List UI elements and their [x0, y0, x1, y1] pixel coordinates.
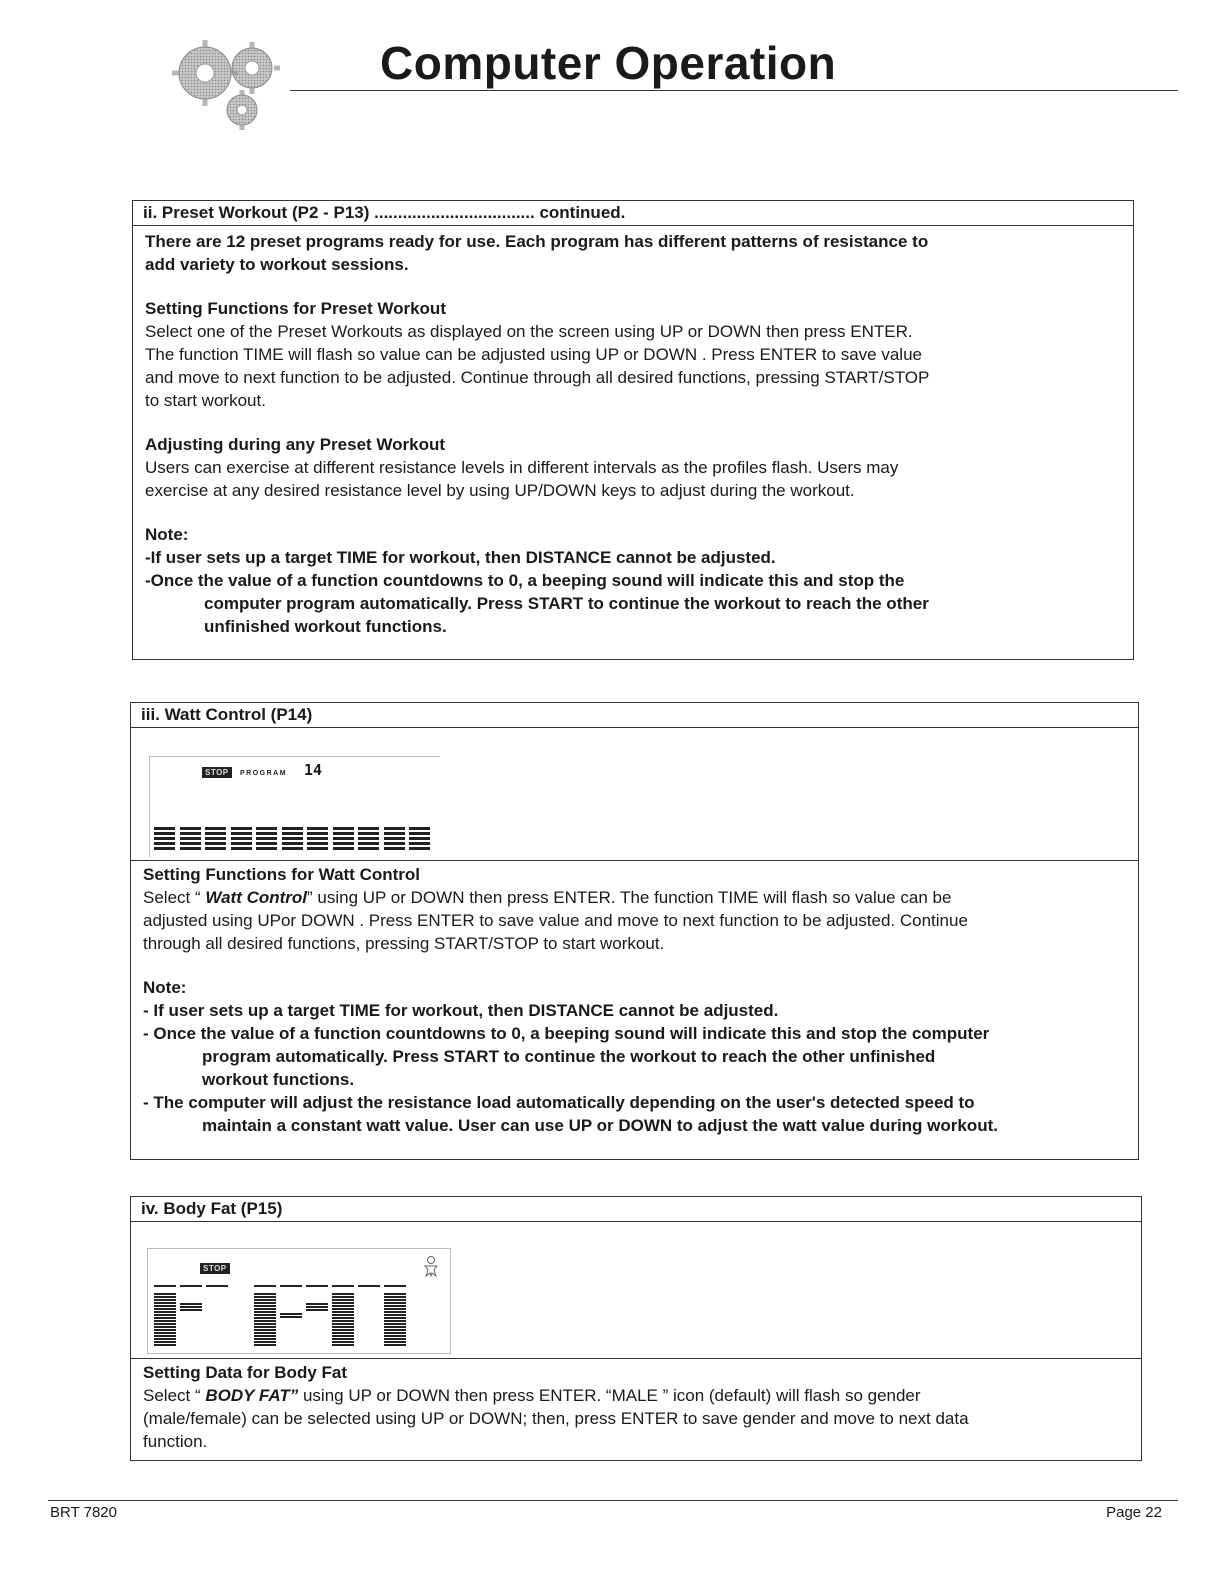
note-item-cont: unfinished workout functions. — [204, 617, 447, 636]
lcd-display — [149, 756, 440, 857]
lcd-bar-column — [231, 827, 252, 852]
note-item: -Once the value of a function countdowns to 0, a beeping sound will indicate this and stop the — [145, 571, 905, 590]
stop-badge: STOP — [202, 767, 232, 778]
subsection-title: Adjusting during any Preset Workout — [145, 435, 446, 454]
lcd-segment — [180, 1303, 202, 1311]
lcd-segment — [180, 1285, 202, 1287]
lcd-segment — [384, 1293, 406, 1346]
note-item-cont: program automatically. Press START to continue the workout to reach the other unfinished — [202, 1047, 936, 1066]
note-item: - Once the value of a function countdowns to 0, a beeping sound will indicate this and stop the computer — [143, 1024, 990, 1043]
lcd-display — [147, 1248, 451, 1354]
lcd-segment — [306, 1303, 328, 1311]
section-heading: iii. Watt Control (P14) — [131, 703, 1138, 728]
note-item-cont: computer program automatically. Press START to continue the workout to reach the other — [204, 594, 929, 613]
lcd-segment — [332, 1285, 354, 1287]
lcd-bar-column — [180, 827, 201, 852]
page-title: Computer Operation — [380, 37, 837, 89]
program-label: PROGRAM — [240, 770, 288, 777]
intro-line: add variety to workout sessions. — [145, 255, 409, 274]
lcd-bar-column — [307, 827, 328, 852]
lcd-segment — [358, 1285, 380, 1287]
lcd-segment — [254, 1285, 276, 1287]
footer-rule — [48, 1500, 1178, 1501]
section-heading: iv. Body Fat (P15) — [131, 1197, 1141, 1222]
body-fat-bottom-rule — [130, 1460, 1142, 1461]
lcd-bar-column — [358, 827, 379, 852]
lcd-bar-column — [154, 827, 175, 852]
body-line: exercise at any desired resistance level by using UP/DOWN keys to adjust during the workout. — [145, 481, 855, 500]
body-line: Select “ Watt Control” using UP or DOWN then press ENTER. The function TIME will flash so value can be — [143, 888, 952, 907]
subsection-title: Setting Functions for Watt Control — [143, 865, 420, 884]
note-title: Note: — [143, 978, 187, 997]
note-item-cont: workout functions. — [202, 1070, 355, 1089]
body-line: adjusted using UPor DOWN . Press ENTER to save value and move to next function to be adjusted. Continue — [143, 911, 968, 930]
gears-logo-icon — [160, 28, 290, 148]
body-line: (male/female) can be selected using UP or DOWN; then, press ENTER to save gender and move to next data — [143, 1409, 969, 1428]
lcd-segment — [154, 1293, 176, 1346]
note-item: -If user sets up a target TIME for workout, then DISTANCE cannot be adjusted. — [145, 548, 776, 567]
intro-line: There are 12 preset programs ready for use. Each program has different patterns of resistance to — [145, 232, 929, 251]
stop-badge: STOP — [200, 1263, 230, 1274]
person-icon — [422, 1255, 440, 1277]
body-line: and move to next function to be adjusted. Continue through all desired functions, pressing START/STOP — [145, 368, 930, 387]
subsection-title: Setting Functions for Preset Workout — [145, 299, 446, 318]
footer-model: BRT 7820 — [50, 1504, 117, 1521]
lcd-bar-column — [333, 827, 354, 852]
footer-page-number: Page 22 — [1106, 1504, 1162, 1521]
lcd-bar-column — [409, 827, 430, 852]
body-line: Select one of the Preset Workouts as displayed on the screen using UP or DOWN then press ENTER. — [145, 322, 913, 341]
lcd-segment — [332, 1293, 354, 1346]
lcd-digits — [152, 1285, 422, 1347]
lcd-segment — [254, 1293, 276, 1346]
preset-workout-section — [132, 200, 1134, 660]
lcd-bar-column — [282, 827, 303, 852]
lcd-bar-column — [384, 827, 405, 852]
note-item: - The computer will adjust the resistance load automatically depending on the user's detected speed to — [143, 1093, 975, 1112]
lcd-bar-column — [256, 827, 277, 852]
lcd-segment — [280, 1313, 302, 1318]
body-line: through all desired functions, pressing START/STOP to start workout. — [143, 934, 665, 953]
body-fat-section — [130, 1196, 1142, 1461]
lcd-bar-column — [205, 827, 226, 852]
note-item-cont: maintain a constant watt value. User can use UP or DOWN to adjust the watt value during workout. — [202, 1116, 998, 1135]
body-line: The function TIME will flash so value can be adjusted using UP or DOWN . Press ENTER to save value — [145, 345, 922, 364]
subsection-title: Setting Data for Body Fat — [143, 1363, 348, 1382]
program-number: 14 — [304, 761, 323, 779]
body-line: function. — [143, 1432, 208, 1451]
lcd-segment — [206, 1285, 228, 1287]
body-line: Select “ BODY FAT” using UP or DOWN then press ENTER. “MALE ” icon (default) will flash so gender — [143, 1386, 921, 1405]
lcd-segment — [306, 1285, 328, 1287]
body-line: to start workout. — [145, 391, 266, 410]
lcd-segment — [280, 1285, 302, 1287]
lcd-segment — [384, 1285, 406, 1287]
note-title: Note: — [145, 525, 189, 544]
watt-control-section — [130, 702, 1139, 1160]
lcd-segment — [154, 1285, 176, 1287]
section-heading: ii. Preset Workout (P2 - P13) .................................. continued. — [133, 201, 1133, 226]
note-item: - If user sets up a target TIME for workout, then DISTANCE cannot be adjusted. — [143, 1001, 779, 1020]
body-line: Users can exercise at different resistance levels in different intervals as the profiles flash. Users may — [145, 458, 899, 477]
title-rule — [290, 90, 1178, 91]
